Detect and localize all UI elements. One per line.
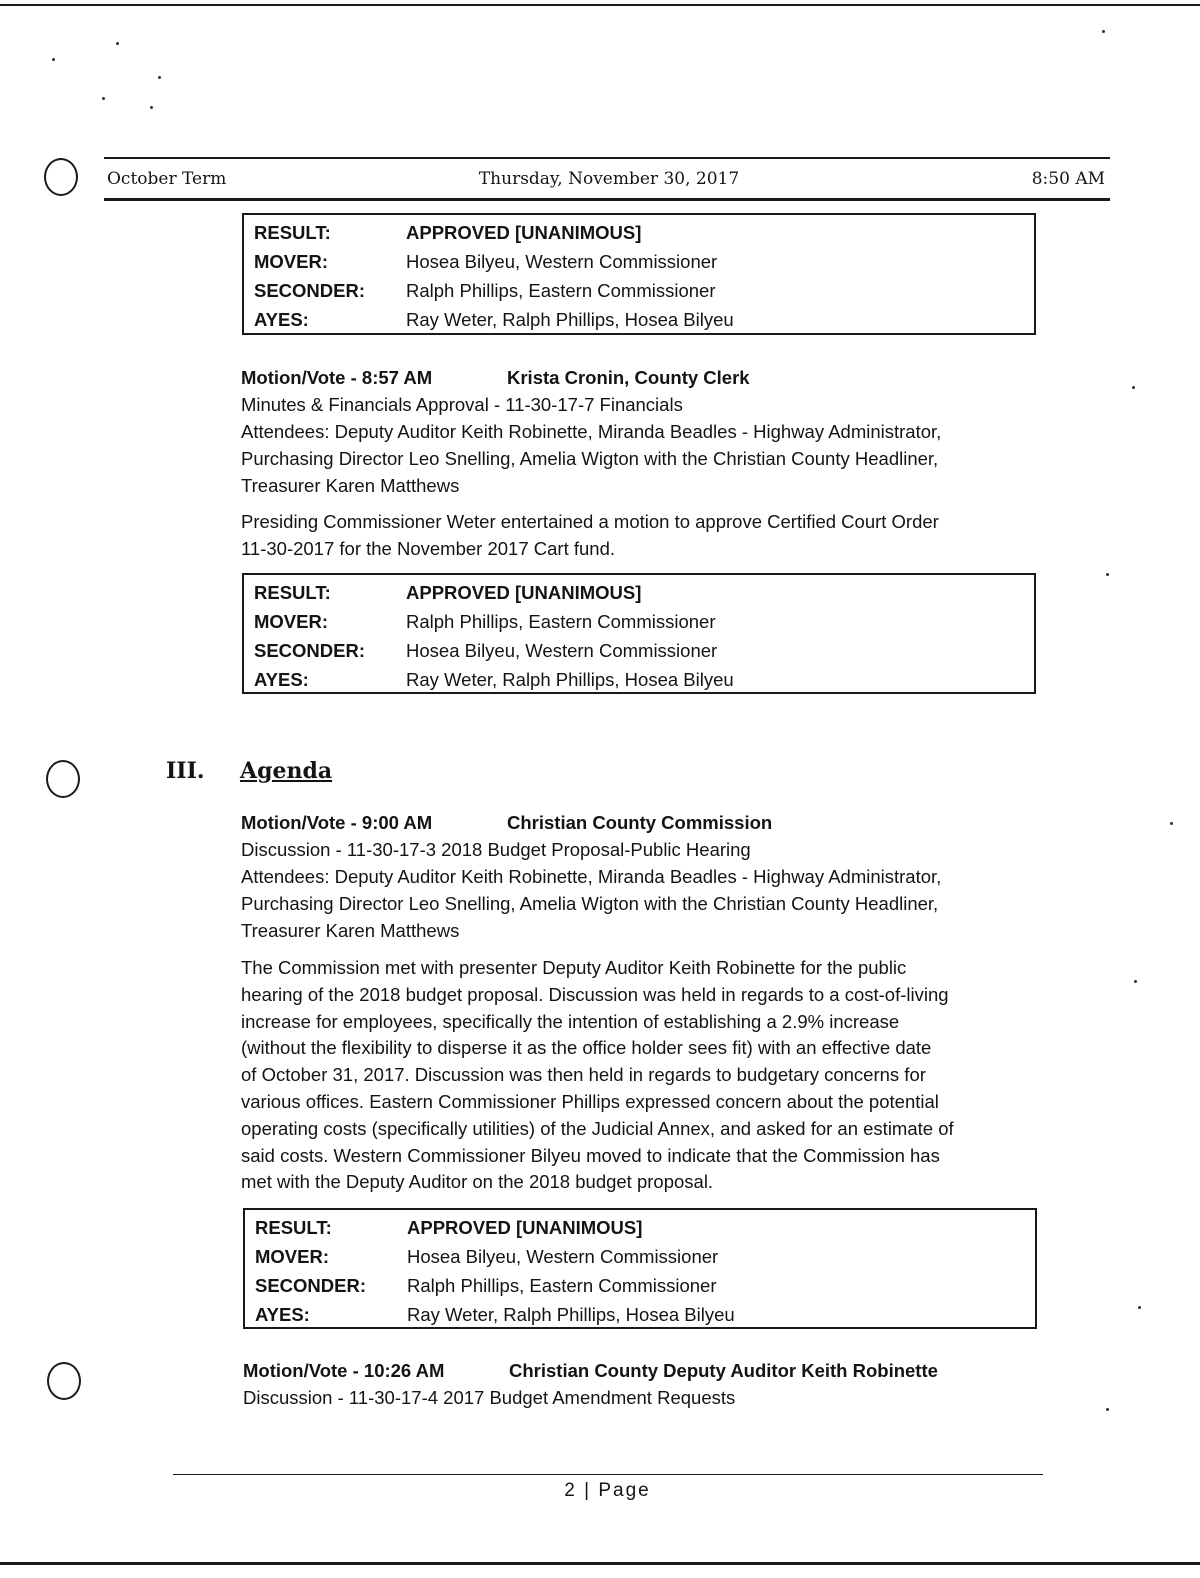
- vote-result-table: [242, 213, 1036, 335]
- attendees-line: Treasurer Karen Matthews: [241, 475, 460, 496]
- ayes-value: Ray Weter, Ralph Phillips, Hosea Bilyeu: [407, 1304, 735, 1325]
- motion-time: Motion/Vote - 9:00 AM: [241, 812, 433, 833]
- scan-speck: [1132, 386, 1135, 389]
- vote-result-table: [242, 573, 1036, 694]
- body-line: hearing of the 2018 budget proposal. Discussion was held in regards to a cost-of-living: [241, 983, 949, 1005]
- scan-speck: [1102, 30, 1105, 33]
- body-line: 11-30-2017 for the November 2017 Cart fund.: [241, 537, 615, 559]
- scan-bottom-edge: [0, 1562, 1200, 1565]
- attendees-line: Attendees: Deputy Auditor Keith Robinette, Miranda Beadles - Highway Administrator,: [241, 421, 942, 442]
- scan-speck: [158, 76, 161, 79]
- header-time: 8:50 AM: [1031, 169, 1105, 189]
- header-rule-bottom: [104, 198, 1110, 201]
- scan-speck: [1170, 822, 1173, 825]
- header-date: Thursday, November 30, 2017: [478, 169, 740, 189]
- ayes-row: [245, 1300, 1035, 1329]
- mover-value: Ralph Phillips, Eastern Commissioner: [406, 611, 716, 632]
- result-row: [244, 218, 1034, 247]
- motion-presenter: Christian County Commission: [507, 812, 773, 833]
- agenda-item-minutes: [241, 364, 1041, 499]
- body-line: various offices. Eastern Commissioner Phillips expressed concern about the potential: [241, 1090, 939, 1112]
- item-title: Discussion - 11-30-17-4 2017 Budget Amendment Requests: [243, 1387, 736, 1408]
- motion-presenter: Christian County Deputy Auditor Keith Robinette: [509, 1360, 938, 1381]
- item-body: [241, 955, 1041, 1196]
- item-title: Minutes & Financials Approval - 11-30-17-7 Financials: [241, 394, 683, 415]
- scan-speck: [102, 97, 105, 100]
- result-row: [245, 1213, 1035, 1242]
- seconder-row: [245, 1271, 1035, 1300]
- scan-speck: [150, 106, 153, 109]
- result-value: APPROVED [UNANIMOUS]: [407, 1217, 643, 1238]
- attendees-line: Purchasing Director Leo Snelling, Amelia Wigton with the Christian County Headliner,: [241, 893, 939, 914]
- result-row: [244, 578, 1034, 607]
- scan-top-edge: [0, 4, 1200, 6]
- body-line: operating costs (specifically utilities) of the Judicial Annex, and asked for an estimate of: [241, 1117, 954, 1139]
- body-line: said costs. Western Commissioner Bilyeu moved to indicate that the Commission has: [241, 1144, 940, 1166]
- vote-result-table: [243, 1208, 1037, 1329]
- item-body: [241, 509, 1041, 563]
- motion-time: Motion/Vote - 10:26 AM: [243, 1360, 445, 1381]
- mover-label: MOVER:: [254, 611, 328, 632]
- motion-line: [241, 809, 1041, 836]
- punch-hole-2: [46, 760, 80, 798]
- result-label: RESULT:: [254, 222, 331, 243]
- seconder-label: SECONDER:: [255, 1275, 367, 1296]
- header-rule-top: [104, 157, 1110, 159]
- ayes-label: AYES:: [254, 309, 309, 330]
- seconder-value: Ralph Phillips, Eastern Commissioner: [407, 1275, 717, 1296]
- result-value: APPROVED [UNANIMOUS]: [406, 582, 642, 603]
- motion-time: Motion/Vote - 8:57 AM: [241, 367, 433, 388]
- attendees-line: Attendees: Deputy Auditor Keith Robinette, Miranda Beadles - Highway Administrator,: [241, 866, 942, 887]
- result-label: RESULT:: [254, 582, 331, 603]
- body-line: increase for employees, specifically the intention of establishing a 2.9% increase: [241, 1010, 900, 1032]
- scan-speck: [116, 42, 119, 45]
- attendees-line: Purchasing Director Leo Snelling, Amelia Wigton with the Christian County Headliner,: [241, 448, 939, 469]
- body-line: The Commission met with presenter Deputy Auditor Keith Robinette for the public: [241, 957, 907, 978]
- section-title: Agenda: [240, 758, 333, 784]
- footer-rule: [173, 1474, 1043, 1475]
- header-term: October Term: [107, 169, 227, 189]
- scan-speck: [1106, 1408, 1109, 1411]
- seconder-row: [244, 276, 1034, 305]
- mover-label: MOVER:: [254, 251, 328, 272]
- ayes-value: Ray Weter, Ralph Phillips, Hosea Bilyeu: [406, 669, 734, 690]
- seconder-label: SECONDER:: [254, 280, 366, 301]
- mover-value: Hosea Bilyeu, Western Commissioner: [407, 1246, 719, 1267]
- motion-line: [241, 364, 1041, 391]
- body-line: Presiding Commissioner Weter entertained a motion to approve Certified Court Order: [241, 511, 939, 532]
- motion-line: [243, 1357, 1043, 1384]
- ayes-row: [244, 665, 1034, 694]
- ayes-label: AYES:: [254, 669, 309, 690]
- body-line: of October 31, 2017. Discussion was then held in regards to budgetary concerns for: [241, 1064, 926, 1086]
- mover-label: MOVER:: [255, 1246, 329, 1267]
- result-label: RESULT:: [255, 1217, 332, 1238]
- mover-row: [244, 607, 1034, 636]
- page-number: 2 | Page: [564, 1480, 651, 1501]
- body-line: (without the flexibility to disperse it as the office holder sees fit) with an effective date: [241, 1037, 932, 1059]
- scan-speck: [1106, 573, 1109, 576]
- seconder-label: SECONDER:: [254, 640, 366, 661]
- agenda-item-budget-hearing: [241, 809, 1041, 944]
- scan-speck: [52, 58, 55, 61]
- ayes-value: Ray Weter, Ralph Phillips, Hosea Bilyeu: [406, 309, 734, 330]
- agenda-item-budget-amendments: [243, 1357, 1043, 1411]
- motion-presenter: Krista Cronin, County Clerk: [507, 367, 750, 388]
- scan-speck: [1134, 980, 1137, 983]
- mover-value: Hosea Bilyeu, Western Commissioner: [406, 251, 718, 272]
- ayes-label: AYES:: [255, 1304, 310, 1325]
- section-number: III.: [166, 758, 205, 784]
- seconder-value: Hosea Bilyeu, Western Commissioner: [406, 640, 718, 661]
- mover-row: [245, 1242, 1035, 1271]
- punch-hole-3: [47, 1362, 81, 1400]
- seconder-value: Ralph Phillips, Eastern Commissioner: [406, 280, 716, 301]
- item-title: Discussion - 11-30-17-3 2018 Budget Proposal-Public Hearing: [241, 839, 751, 860]
- mover-row: [244, 247, 1034, 276]
- seconder-row: [244, 636, 1034, 665]
- ayes-row: [244, 305, 1034, 334]
- scan-speck: [1138, 1306, 1141, 1309]
- result-value: APPROVED [UNANIMOUS]: [406, 222, 642, 243]
- body-line: met with the Deputy Auditor on the 2018 budget proposal.: [241, 1171, 714, 1193]
- attendees-line: Treasurer Karen Matthews: [241, 920, 460, 941]
